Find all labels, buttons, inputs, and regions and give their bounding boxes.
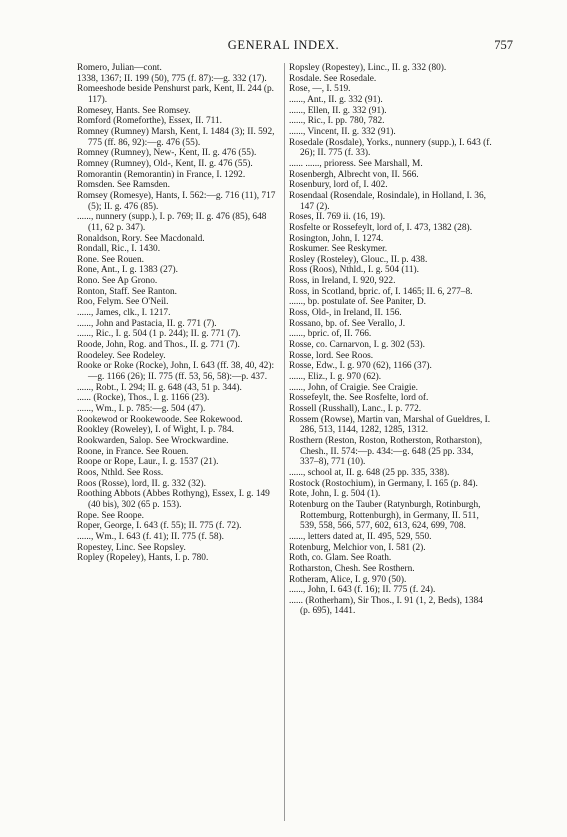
index-entry: Rone, Ant., I. g. 1383 (27). xyxy=(77,265,178,276)
index-entry: Ross (Roos), Nthld., I. g. 504 (11). xyxy=(289,265,419,276)
index-entry: ...... (Rotherham), Sir Thos., I. 91 (1, 2, Beds), 1384 (p. 695), 1441. xyxy=(289,595,483,617)
index-entry: ......, John and Pastacia, II. g. 771 (7). xyxy=(77,318,217,329)
index-entry: ......, John, I. 643 (f. 16); II. 775 (f. 24). xyxy=(289,585,436,596)
index-entry: ......, bp. postulate of. See Paniter, D. xyxy=(289,297,426,308)
page-header xyxy=(0,38,567,54)
index-entry: Rosley (Rosteley), Glouc., II. p. 438. xyxy=(289,254,428,265)
index-entry: Roper, George, I. 643 (f. 55); II. 775 (f. 72). xyxy=(77,521,242,532)
index-column-left xyxy=(77,63,280,564)
index-entry: Rone. See Rouen. xyxy=(77,254,144,265)
index-entry: Ronaldson, Rory. See Macdonald. xyxy=(77,233,205,244)
index-entry: Roodeley. See Rodeley. xyxy=(77,350,166,361)
index-entry: Rotenburg on the Tauber (Ratynburgh, Rotinburgh, Rottemburg, Rottenburgh), in Germany, II. 511, 539, 558, 566, 577, 602, 613, 624, 699, 708. xyxy=(289,499,481,532)
index-entry: Rosse, co. Carnarvon, I. g. 302 (53). xyxy=(289,340,425,351)
index-entry: ......, nunnery (supp.), I. p. 769; II. g. 476 (85), 648 (11, 62 p. 347). xyxy=(77,212,267,233)
index-entry: Roos (Rosse), lord, II. g. 332 (32). xyxy=(77,478,206,489)
index-entry: ......, bpric. of, II. 766. xyxy=(289,329,372,340)
index-entry: Rosthern (Reston, Roston, Rotherston, Rotharston), Chesh., II. 574:—p. 434:—g. 648 (25 pp. 334, 337–8), 771 (10). xyxy=(289,435,483,468)
index-entry: ......, Wm., I. p. 785:—g. 504 (47). xyxy=(77,404,206,414)
index-entry: Rosenbergh, Albrecht von, II. 566. xyxy=(289,169,419,180)
index-entry: Rosfelte or Rossefeylt, lord of, I. 473, 1382 (28). xyxy=(289,222,472,233)
index-entry: Rotharston, Chesh. See Rosthern. xyxy=(289,563,415,574)
index-entry: Rossefeylt, the. See Rosfelte, lord of. xyxy=(289,393,429,404)
index-entry: Roope or Rope, Laur., I. g. 1537 (21). xyxy=(77,457,219,468)
index-entry: Rooke or Roke (Rocke), John, I. 643 (ff. 38, 40, 42):—g. 1166 (26); II. 775 (ff. 53, 56, 58):—p. 437. xyxy=(77,361,275,383)
index-entry: Rosse, Edw., I. g. 970 (62), 1166 (37). xyxy=(289,361,432,372)
index-entry: ......, school at, II. g. 648 (25 pp. 335, 338). xyxy=(289,467,450,478)
index-entry: ......, John, of Craigie. See Craigie. xyxy=(289,382,418,393)
index-entry: Rosedale (Rosdale), Yorks., nunnery (supp.), I. 643 (f. 26); II. 775 (f. 33). xyxy=(289,137,492,159)
index-entry: Romeeshode beside Penshurst park, Kent, II. 244 (p. 117). xyxy=(77,84,274,105)
index-entry: Roth, co. Glam. See Roath. xyxy=(289,553,392,564)
index-entry: Rosenbury, lord of, I. 402. xyxy=(289,180,388,191)
index-entry: ......, Ric., I. g. 504 (1 p. 244); II. g. 771 (7). xyxy=(77,329,241,340)
index-entry: Rose, —, I. 519. xyxy=(289,84,351,95)
index-entry: Rookley (Roweley), I. of Wight, I. p. 784. xyxy=(77,425,234,436)
index-entry: Rotheram, Alice, I. g. 970 (50). xyxy=(289,574,407,585)
index-entry: Roskumer. See Reskymer. xyxy=(289,244,388,255)
index-entry: Rosse, lord. See Roos. xyxy=(289,350,374,361)
index-entry: Ropley (Ropeley), Hants, I. p. 780. xyxy=(77,553,209,564)
index-entry: Romford (Romeforthe), Essex, II. 711. xyxy=(77,116,222,127)
index-entry: ......, Ellen, II. g. 332 (91). xyxy=(289,105,387,116)
index-column-right xyxy=(289,63,494,617)
index-entry: Roses, II. 769 ii. (16, 19). xyxy=(289,212,386,223)
index-entry: Ross, Old-, in Ireland, II. 156. xyxy=(289,308,402,319)
index-entry: 1338, 1367; II. 199 (50), 775 (f. 87):—g. 332 (17). xyxy=(77,73,267,84)
index-entry: Rope. See Roope. xyxy=(77,510,144,521)
page-number: 757 xyxy=(494,38,513,52)
index-entry: Rosdale. See Rosedale. xyxy=(289,73,377,84)
index-entry: Romney (Rumney) Marsh, Kent, I. 1484 (3); II. 592, 775 (ff. 86, 92):—g. 476 (55). xyxy=(77,126,275,148)
index-entry: ......, Robt., I. 294; II. g. 648 (43, 51 p. 344). xyxy=(77,382,242,393)
index-entry: ......, Eliz., I. g. 970 (62). xyxy=(289,372,382,383)
index-entry: Rosington, John, I. 1274. xyxy=(289,233,384,244)
index-entry: Romsden. See Ramsden. xyxy=(77,180,170,191)
index-entry: Romero, Julian—cont. xyxy=(77,63,162,73)
index-entry: Ross, in Scotland, bpric. of, I. 1465; II. 6, 277–8. xyxy=(289,286,473,297)
index-entry: Rookwarden, Salop. See Wrockwardine. xyxy=(77,435,229,446)
index-entry: ......, Vincent, II. g. 332 (91). xyxy=(289,126,396,137)
index-entry: Romorantin (Remorantin) in France, I. 1292. xyxy=(77,169,246,180)
index-entry: Romesey, Hants. See Romsey. xyxy=(77,105,191,116)
index-entry: ...... ......, prioress. See Marshall, M. xyxy=(289,158,423,169)
index-entry: ......, Ant., II. g. 332 (91). xyxy=(289,94,383,105)
index-entry: Rosendaal (Rosendale, Rosindale), in Holland, I. 36, 147 (2). xyxy=(289,190,486,212)
index-entry: Ross, in Ireland, I. 920, 922. xyxy=(289,276,396,287)
index-entry: ...... (Rocke), Thos., I. g. 1166 (23). xyxy=(77,393,210,404)
index-entry: Romney (Rumney), Old-, Kent, II. g. 476 (55). xyxy=(77,158,253,169)
index-entry: Ronton, Staff. See Ranton. xyxy=(77,286,178,297)
index-entry: Ropsley (Ropestey), Linc., II. g. 332 (80). xyxy=(289,63,447,73)
index-entry: Rossem (Rowse), Martin van, Marshal of Gueldres, I. 286, 513, 1144, 1282, 1285, 1312. xyxy=(289,414,491,436)
column-divider xyxy=(284,63,285,821)
index-entry: Roo, Felym. See O'Neil. xyxy=(77,297,169,308)
index-entry: ......, letters dated at, II. 495, 529, 550. xyxy=(289,531,432,542)
index-entry: Rono. See Ap Grono. xyxy=(77,276,158,287)
index-entry: Rookewod or Rookewoode. See Rokewood. xyxy=(77,414,243,425)
index-entry: Rossell (Russhall), Lanc., I. p. 772. xyxy=(289,404,422,414)
index-entry: ......, Ric., I. pp. 780, 782. xyxy=(289,116,385,127)
index-entry: Rotenburg, Melchior von, I. 581 (2). xyxy=(289,542,426,553)
index-entry: Rostock (Rostochium), in Germany, I. 165 (p. 84). xyxy=(289,478,478,489)
index-entry: ......, James, clk., I. 1217. xyxy=(77,308,171,319)
index-entry: Rote, John, I. g. 504 (1). xyxy=(289,489,381,500)
index-entry: Roone, in France. See Rouen. xyxy=(77,446,189,457)
index-entry: Rondall, Ric., I. 1430. xyxy=(77,244,161,255)
page-title: GENERAL INDEX. xyxy=(227,38,340,52)
index-entry: Rossano, bp. of. See Verallo, J. xyxy=(289,318,406,329)
index-entry: Roos, Nthld. See Ross. xyxy=(77,467,164,478)
index-entry: Romney (Rumney), New-, Kent, II. g. 476 (55). xyxy=(77,148,257,159)
index-entry: Ropestey, Linc. See Ropsley. xyxy=(77,542,186,553)
index-entry: Romsey (Romesye), Hants, I. 562:—g. 716 (11), 717 (5); II. g. 476 (85). xyxy=(77,190,276,212)
index-entry: Roothing Abbots (Abbes Rothyng), Essex, I. g. 149 (40 bis), 302 (65 p. 153). xyxy=(77,489,270,510)
index-entry: Roode, John, Rog. and Thos., II. g. 771 (7). xyxy=(77,340,240,351)
index-entry: ......, Wm., I. 643 (f. 41); II. 775 (f. 58). xyxy=(77,531,224,542)
